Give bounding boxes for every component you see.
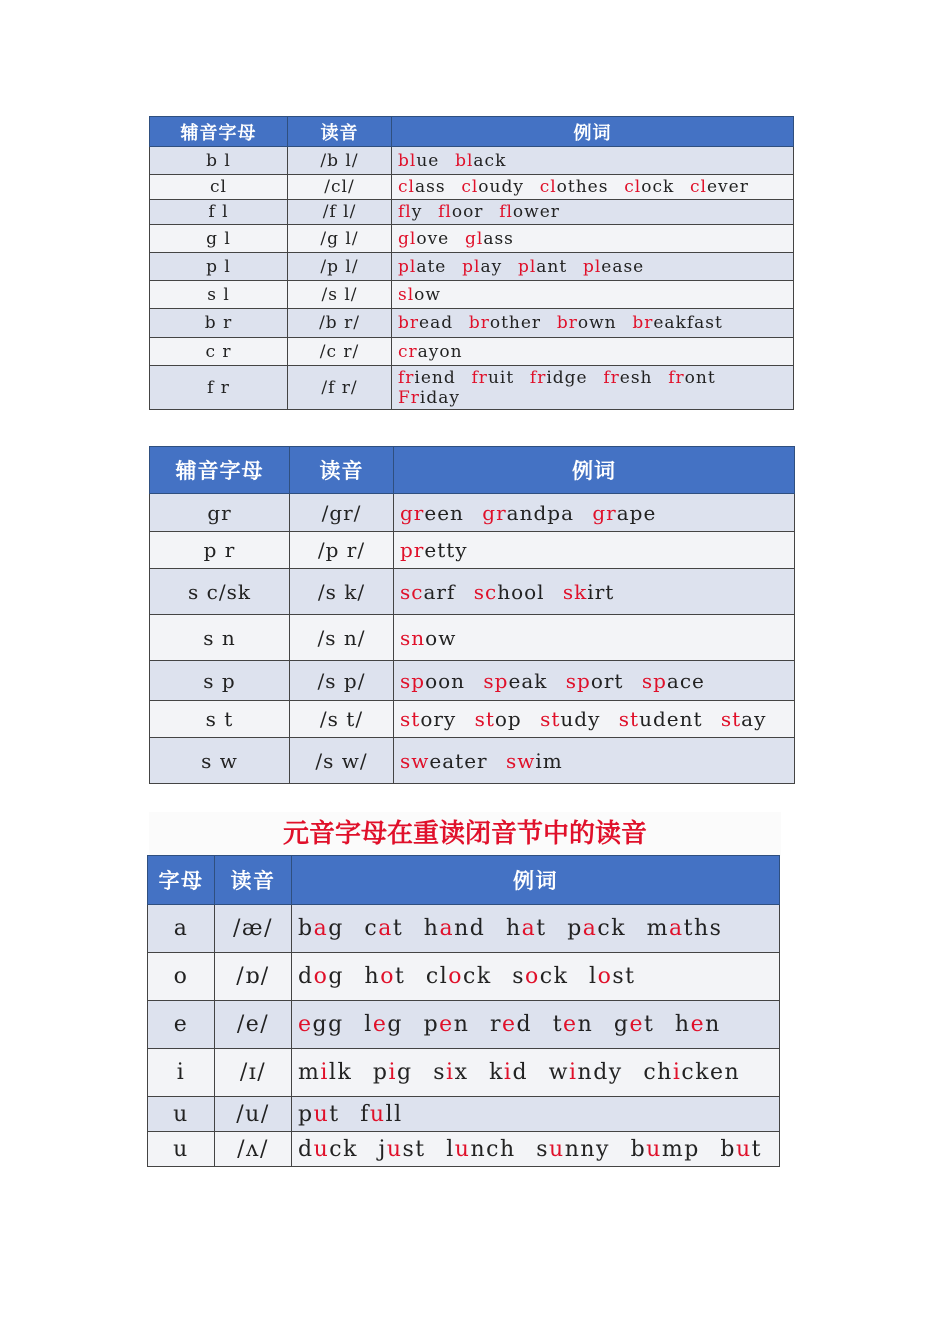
letters-cell: s w — [150, 738, 290, 784]
letters-cell: g l — [150, 225, 288, 253]
table-row — [150, 738, 795, 784]
examples-cell — [392, 147, 794, 175]
example-word: fly — [398, 202, 423, 222]
letters-cell: c r — [150, 338, 288, 366]
sound-cell: /s n/ — [290, 615, 394, 661]
example-word: Friday — [398, 387, 460, 408]
table-row — [150, 338, 794, 366]
table-row — [150, 366, 794, 410]
example-word: cat — [364, 916, 404, 941]
sound-cell: /f l/ — [288, 200, 392, 225]
examples-cell — [392, 281, 794, 309]
header-letters: 辅音字母 — [150, 447, 290, 494]
example-word: grape — [592, 500, 657, 525]
example-word: slow — [398, 284, 441, 305]
sound-cell: /gr/ — [290, 494, 394, 532]
table-row — [150, 701, 795, 738]
table-header — [148, 856, 780, 905]
example-word: bag — [298, 916, 344, 941]
sound-cell: /p l/ — [288, 253, 392, 281]
letters-cell: u — [148, 1132, 215, 1167]
example-word: front — [668, 367, 716, 388]
example-word: six — [433, 1060, 469, 1085]
header-sound: 读音 — [288, 117, 392, 147]
letters-cell: u — [148, 1097, 215, 1132]
example-word: kid — [489, 1060, 529, 1085]
example-word: blue — [398, 150, 440, 171]
example-word: snow — [400, 625, 457, 650]
example-word: school — [473, 579, 545, 604]
examples-cell — [292, 1001, 780, 1049]
letters-cell: p l — [150, 253, 288, 281]
examples-cell — [394, 661, 795, 701]
table-row — [150, 494, 795, 532]
examples-cell — [392, 253, 794, 281]
letters-cell: cl — [150, 175, 288, 200]
example-word: just — [378, 1136, 426, 1162]
sound-cell: /s k/ — [290, 569, 394, 615]
example-word: brother — [468, 313, 542, 333]
example-word: sweater — [400, 748, 488, 773]
table-row — [150, 253, 794, 281]
table-row — [150, 569, 795, 615]
example-word: friend — [398, 367, 456, 388]
example-word: red — [489, 1012, 533, 1037]
sound-cell: /e/ — [215, 1001, 292, 1049]
sound-cell: /s l/ — [288, 281, 392, 309]
letters-cell: e — [148, 1001, 215, 1049]
example-word: full — [360, 1101, 403, 1127]
consonant-blends-table-1 — [149, 116, 794, 410]
letters-cell: b r — [150, 309, 288, 338]
examples-cell — [392, 200, 794, 225]
table-header — [150, 447, 795, 494]
example-word: duck — [298, 1136, 358, 1162]
example-word: spoon — [400, 668, 466, 693]
sound-cell: /f r/ — [288, 366, 392, 410]
sound-cell: /cl/ — [288, 175, 392, 200]
example-word: leg — [364, 1012, 403, 1037]
sound-cell: /g l/ — [288, 225, 392, 253]
sound-cell: /ɒ/ — [215, 953, 292, 1001]
table-row — [148, 1001, 780, 1049]
example-word: sport — [565, 668, 624, 693]
example-word: pack — [567, 916, 627, 941]
table-row — [150, 615, 795, 661]
letters-cell: s t — [150, 701, 290, 738]
example-word: pretty — [400, 538, 468, 562]
table-row — [148, 1132, 780, 1167]
example-word: breakfast — [632, 313, 723, 333]
example-word: study — [540, 707, 601, 731]
example-word: story — [400, 707, 457, 731]
header-examples: 例词 — [392, 117, 794, 147]
letters-cell: p r — [150, 532, 290, 569]
consonant-blends-table-2 — [149, 446, 795, 784]
examples-cell — [392, 225, 794, 253]
sound-cell: /c r/ — [288, 338, 392, 366]
example-word: put — [298, 1101, 340, 1127]
letters-cell: s p — [150, 661, 290, 701]
sound-cell: /æ/ — [215, 905, 292, 953]
examples-cell — [392, 338, 794, 366]
header-sound: 读音 — [215, 856, 292, 905]
table-row — [148, 905, 780, 953]
example-word: clever — [690, 177, 749, 197]
examples-cell — [394, 615, 795, 661]
table-row — [150, 532, 795, 569]
header-examples: 例词 — [394, 447, 795, 494]
example-word: stay — [720, 707, 767, 731]
table-row — [150, 281, 794, 309]
example-word: brown — [556, 313, 617, 333]
examples-cell — [394, 701, 795, 738]
header-sound: 读音 — [290, 447, 394, 494]
letters-cell: o — [148, 953, 215, 1001]
examples-cell — [392, 309, 794, 338]
example-word: plant — [517, 256, 568, 277]
example-word: windy — [548, 1060, 623, 1085]
sound-cell: /s t/ — [290, 701, 394, 738]
example-word: pen — [423, 1012, 470, 1037]
example-word: glove — [398, 228, 450, 249]
sound-cell: /ʌ/ — [215, 1132, 292, 1167]
examples-cell — [292, 953, 780, 1001]
examples-cell — [394, 569, 795, 615]
letters-cell: a — [148, 905, 215, 953]
example-word: play — [462, 256, 503, 277]
letters-cell: b l — [150, 147, 288, 175]
examples-cell — [292, 1097, 780, 1132]
letters-cell: s l — [150, 281, 288, 309]
letters-cell: gr — [150, 494, 290, 532]
example-word: please — [582, 256, 645, 277]
examples-cell — [394, 494, 795, 532]
example-word: pig — [372, 1060, 413, 1085]
example-word: crayon — [398, 341, 463, 362]
example-word: clock — [425, 964, 492, 989]
table-row — [150, 147, 794, 175]
example-word: hot — [364, 964, 406, 989]
examples-cell — [292, 1049, 780, 1097]
example-word: get — [613, 1012, 655, 1037]
table-row — [148, 1097, 780, 1132]
example-word: fresh — [603, 367, 653, 388]
example-word: sock — [512, 964, 569, 989]
vowel-sounds-table — [147, 855, 780, 1167]
example-word: hen — [674, 1012, 721, 1037]
table-row — [148, 953, 780, 1001]
example-word: scarf — [400, 579, 456, 604]
example-word: green — [400, 500, 464, 525]
letters-cell: s n — [150, 615, 290, 661]
table-row — [150, 661, 795, 701]
example-word: student — [618, 707, 703, 731]
example-word: dog — [298, 964, 344, 989]
sound-cell: /s p/ — [290, 661, 394, 701]
example-word: floor — [438, 202, 484, 222]
table-row — [150, 309, 794, 338]
example-word: fruit — [471, 367, 515, 388]
letters-cell: f r — [150, 366, 288, 410]
example-word: clock — [624, 177, 675, 197]
example-word: bump — [630, 1136, 700, 1162]
examples-cell — [394, 738, 795, 784]
header-letters: 辅音字母 — [150, 117, 288, 147]
example-word: ten — [552, 1012, 594, 1037]
table-header — [150, 117, 794, 147]
example-word: class — [398, 177, 446, 197]
example-word: but — [720, 1136, 762, 1162]
example-word: sunny — [536, 1136, 610, 1162]
examples-cell — [292, 1132, 780, 1167]
example-word: plate — [398, 256, 447, 277]
examples-cell — [392, 366, 794, 410]
example-word: skirt — [562, 579, 615, 604]
vowel-table-title: 元音字母在重读闭音节中的读音 — [149, 812, 781, 856]
header-letters: 字母 — [148, 856, 215, 905]
example-word: grandpa — [482, 500, 575, 525]
example-word: stop — [474, 707, 522, 731]
table-row — [150, 200, 794, 225]
example-word: lost — [589, 964, 636, 989]
example-word: glass — [464, 228, 514, 249]
table-row — [150, 225, 794, 253]
example-word: hand — [423, 916, 486, 941]
example-word: bread — [398, 313, 454, 333]
sound-cell: /u/ — [215, 1097, 292, 1132]
example-word: milk — [298, 1060, 353, 1085]
examples-cell — [292, 905, 780, 953]
letters-cell: i — [148, 1049, 215, 1097]
header-examples: 例词 — [292, 856, 780, 905]
example-word: egg — [298, 1012, 344, 1037]
example-word: swim — [505, 748, 563, 773]
example-word: fridge — [529, 367, 588, 388]
sound-cell: /s w/ — [290, 738, 394, 784]
example-word: lunch — [446, 1136, 516, 1162]
letters-cell: f l — [150, 200, 288, 225]
example-word: chicken — [643, 1060, 741, 1085]
table-row — [148, 1049, 780, 1097]
sound-cell: /b r/ — [288, 309, 392, 338]
sound-cell: /p r/ — [290, 532, 394, 569]
example-word: clothes — [539, 177, 609, 197]
example-word: cloudy — [461, 177, 524, 197]
letters-cell: s c/sk — [150, 569, 290, 615]
table-row — [150, 175, 794, 200]
examples-cell — [392, 175, 794, 200]
examples-cell — [394, 532, 795, 569]
example-word: space — [641, 668, 705, 693]
example-word: hat — [505, 916, 547, 941]
example-word: maths — [646, 916, 723, 941]
example-word: flower — [499, 202, 560, 222]
sound-cell: /ɪ/ — [215, 1049, 292, 1097]
example-word: speak — [483, 668, 548, 693]
sound-cell: /b l/ — [288, 147, 392, 175]
example-word: black — [455, 150, 507, 171]
